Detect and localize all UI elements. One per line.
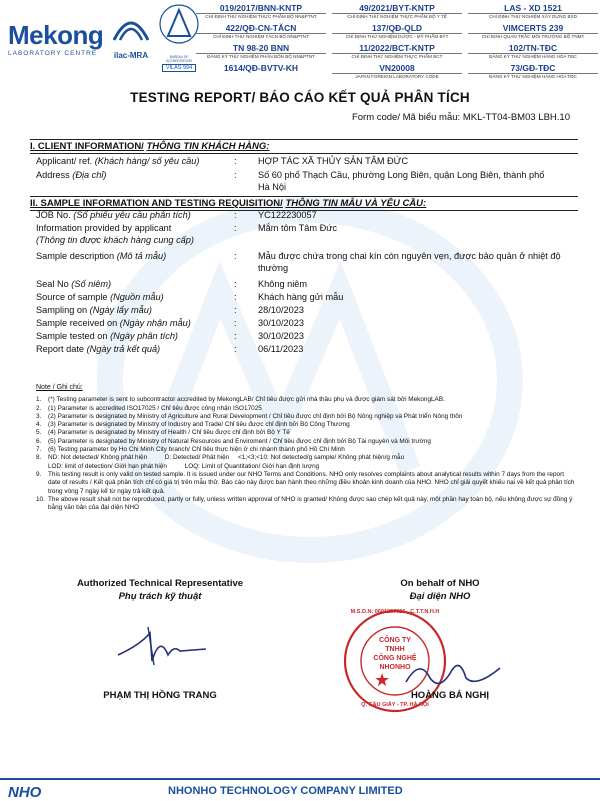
note-item: 1. (*) Testing parameter is sent to subcontractor accredited by MekongLAB/ Chỉ tiêu được gửi nhà thầu phụ và được giám sát bởi MekongLAB. bbox=[36, 396, 445, 404]
svg-text:★: ★ bbox=[374, 670, 391, 690]
left-sign-title-vi: Phụ trách kỹ thuật bbox=[118, 591, 202, 602]
accreditation-item: VIMCERTS 239 CHỈ ĐỊNH QUAN TRẮC MÔI TRƯỜNG BỘ TNMT bbox=[468, 23, 598, 40]
notes-heading: Note / Ghi chú: bbox=[36, 384, 83, 391]
applicant-value: HỢP TÁC XÃ THỦY SẢN TÂM ĐỨC bbox=[258, 156, 409, 166]
address-value: Số 60 phố Thạch Cầu, phường Long Biên, quận Long Biên, thành phố Hà Nội bbox=[258, 170, 545, 192]
mekong-logo bbox=[8, 20, 104, 66]
stamp-center-text: CÔNG TY TNHH CÔNG NGHỆ NHONHO bbox=[373, 637, 417, 671]
accreditation-item: 019/2017/BNN-KNTP CHỈ ĐỊNH THỬ NGHIỆM THỰC PHẨM BỘ NN&PTNT bbox=[196, 3, 326, 20]
accreditation-grid bbox=[196, 3, 600, 81]
right-sign-title-en: On behalf of NHO bbox=[400, 578, 480, 589]
notes-section bbox=[36, 384, 576, 512]
note-item: 10. The above result shall not be reproduced, partly or fully, unless written approval of NHO is granted/ Không được sao chép kết quả này, một phần hay toàn bộ, nếu không được sự đồng ý bằng văn bản của đại diện NHO bbox=[36, 495, 573, 512]
note-item: 9. This testing result is only valid on tested sample. It is issued under our NHO Terms and Conditions. NHO only resolves complaints about analytical results within 7 days from the report date of results / Kết quả phân tích chỉ có giá trị trên mẫu thử. Báo cáo này được ban hành theo những điều khoản kinh doanh của NHO. NHO chỉ giải quyết khiếu nại về kết quả phân tích trong vòng 7 ngày kể từ ngày trả kết quả. bbox=[36, 470, 575, 495]
left-signer-name: PHẠM THỊ HỒNG TRANG bbox=[103, 690, 217, 701]
bureau-emblem-icon bbox=[158, 2, 200, 50]
note-item: 4. (3) Parameter is designated by Ministry of Industry and Trade/ Chỉ tiêu được chỉ định bởi Bộ Công Thương bbox=[36, 421, 350, 429]
accreditation-item: 137/QĐ-QLD CHỈ ĐỊNH THỬ NGHIỆM DƯỢC - MỸ PHẨM BYT bbox=[332, 23, 462, 40]
accreditation-item: 73/GĐ-TĐC ĐĂNG KÝ THỬ NGHIỆM HÀNG HÓA TĐC bbox=[468, 63, 598, 80]
right-signature-block bbox=[340, 578, 540, 602]
ilac-label: ilac-MRA bbox=[113, 51, 149, 60]
vilas-label: VILAS 994 bbox=[162, 64, 196, 72]
bureau-label: BUREAU OF ACCREDITATION bbox=[166, 55, 192, 63]
report-title: TESTING REPORT/ BÁO CÁO KẾT QUẢ PHÂN TÍCH bbox=[130, 90, 470, 105]
logo-wordmark: Mekong bbox=[8, 20, 104, 50]
accreditation-item: 11/2022/BCT-KNTP CHỈ ĐỊNH THỬ NGHIỆM THỰC PHẨM BCT bbox=[332, 43, 462, 60]
vilas-badge bbox=[158, 2, 200, 72]
accreditation-item: 422/QĐ-CN-TĂCN CHỈ ĐỊNH THỬ NGHIỆM TĂCN BỘ NN&PTNT bbox=[196, 23, 326, 40]
form-code: Form code/ Mã biểu mẫu: MKL-TT04-BM03 LBH.10 bbox=[351, 112, 570, 123]
accreditation-item: TN 98-20 BNN ĐĂNG KÝ THỬ NGHIỆM PHÂN BÓN BỘ NN&PTNT bbox=[196, 43, 326, 60]
accreditation-item: 102/TN-TĐC ĐĂNG KÝ THỬ NGHIỆM HÀNG HÓA TĐC bbox=[468, 43, 598, 60]
accreditation-item: 1614/QĐ-BVTV-KH bbox=[223, 63, 299, 73]
note-item: 5. (4) Parameter is designated by Ministry of Health / Chỉ tiêu được chỉ định bởi Bộ Y Tế bbox=[36, 429, 290, 437]
note-item: 6. (5) Parameter is designated by Ministry of Natural Resources and Enviroment / Chỉ tiêu được chỉ định bởi Bộ Tài nguyên và Môi trường bbox=[36, 437, 431, 445]
note-item: 8. ND: Not detected/ Không phát hiện D: Detected/ Phát hiện <1;<3;<10: Not detected/g sample/ Không phát hiện/g mẫu bbox=[36, 454, 405, 462]
logo-subtitle: LABORATORY CENTRE bbox=[8, 50, 98, 57]
accreditation-item: VN20008 JAPAN FOREIGN LABORATORY CODE bbox=[332, 63, 462, 80]
accreditation-item: 49/2021/BYT-KNTP CHỈ ĐỊNH THỬ NGHIỆM THỰC PHẨM BỘ Y TẾ bbox=[332, 3, 462, 20]
accreditation-item: LAS - XD 1521 CHỈ ĐỊNH THỬ NGHIỆM XÂY DỰNG BXD bbox=[468, 3, 598, 20]
note-item: 2. (1) Parameter is accredited ISO17025 / Chỉ tiêu được công nhận ISO17025 bbox=[36, 404, 262, 412]
note-item: 3. (2) Parameter is designated by Ministry of Agriculture and Rural Development / Chỉ tiêu được chỉ định bởi Bộ Nông nghiệp và Phát triển Nông thôn bbox=[36, 412, 463, 420]
right-sign-title-vi: Đại diện NHO bbox=[409, 591, 471, 602]
note-item: 7. (6) Testing parameter by Ho Chi Minh City branch/ Chỉ tiêu thực hiện ở chi nhánh thành phố Hồ Chí Minh bbox=[36, 446, 345, 454]
client-section-heading: I. CLIENT INFORMATION/ THÔNG TIN KHÁCH HÀNG: bbox=[30, 139, 578, 154]
sample-section-heading: II. SAMPLE INFORMATION AND TESTING REQUISITION/ THÔNG TIN MẪU VÀ YÊU CẦU: bbox=[30, 196, 578, 211]
ilac-mra-badge bbox=[108, 6, 154, 66]
footer-logo: NHO bbox=[8, 784, 42, 801]
right-signer-name: HOÀNG BÁ NGHỊ bbox=[410, 690, 490, 701]
left-signature-block bbox=[60, 578, 260, 602]
left-signature-icon bbox=[110, 615, 220, 675]
footer bbox=[0, 776, 600, 800]
footer-company-name: NHONHO TECHNOLOGY COMPANY LIMITED bbox=[168, 785, 403, 797]
stamp-bottom-text: Q. CẦU GIẤY - TP. HÀ NỘI bbox=[361, 702, 429, 708]
stamp-ring-text: M.S.D.N: 0601257026 - C.T.T.N.H.H bbox=[350, 609, 440, 615]
ilac-icon bbox=[108, 6, 154, 46]
note-item: LOD: limit of detection/ Giới hạn phát hiện LOQ: Limit of Quantitation/ Giới hạn định lượng bbox=[48, 462, 320, 470]
left-sign-title-en: Authorized Technical Representative bbox=[76, 578, 244, 589]
